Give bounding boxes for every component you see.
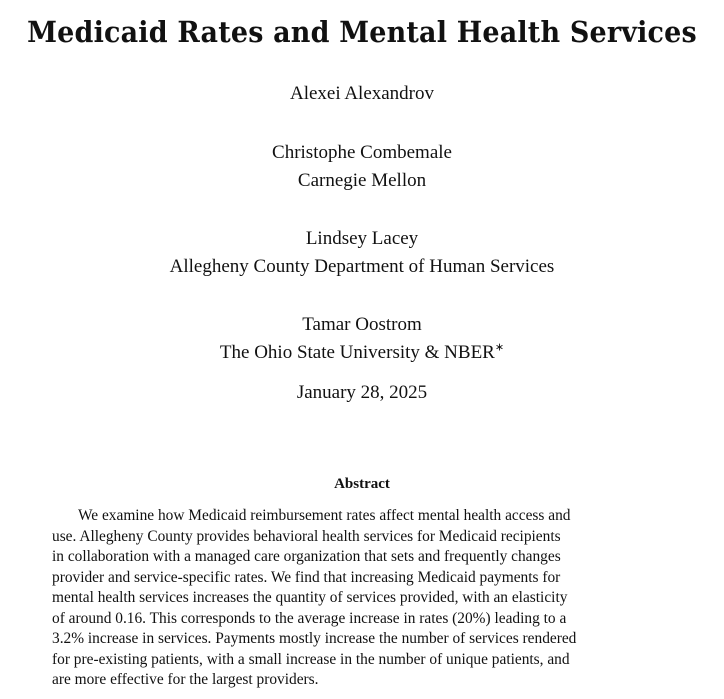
author-3 [0,225,724,281]
author-4 [0,311,724,367]
abstract-line: in collaboration with a managed care organization that sets and frequently changes [52,548,561,565]
abstract-line: provider and service-specific rates. We find that increasing Medicaid payments for [52,568,561,586]
abstract-body [52,506,674,691]
author-affiliation: Allegheny County Department of Human Services [169,256,555,277]
abstract-line: are more effective for the largest providers. [52,671,319,688]
author-affiliation: The Ohio State University & NBER [219,342,495,363]
paper-date: January 28, 2025 [296,382,428,403]
abstract-line: We examine how Medicaid reimbursement rates affect mental health access and [78,507,571,524]
author-2 [0,139,724,195]
author-1 [0,80,724,108]
abstract-heading: Abstract [334,476,390,492]
abstract-line: use. Allegheny County provides behavioral health services for Medicaid recipients [52,527,561,545]
author-name: Tamar Oostrom [302,314,422,335]
abstract-line: 3.2% increase in services. Payments mostly increase the number of services rendered [52,630,577,647]
author-affiliation: Carnegie Mellon [297,170,427,191]
author-name: Christophe Combemale [272,142,452,163]
author-name: Alexei Alexandrov [289,83,435,104]
author-affiliation-line [0,339,724,367]
footnote-mark[interactable]: ∗ [494,341,505,354]
author-name: Lindsey Lacey [305,228,419,249]
abstract-line: of around 0.16. This corresponds to the average increase in rates (20%) leading to a [52,609,567,627]
abstract-line: for pre-existing patients, with a small increase in the number of unique patients, and [52,650,570,668]
abstract-line: mental health services increases the quantity of services provided, with an elasticity [52,589,568,606]
paper-title: Medicaid Rates and Mental Health Services [27,15,697,49]
